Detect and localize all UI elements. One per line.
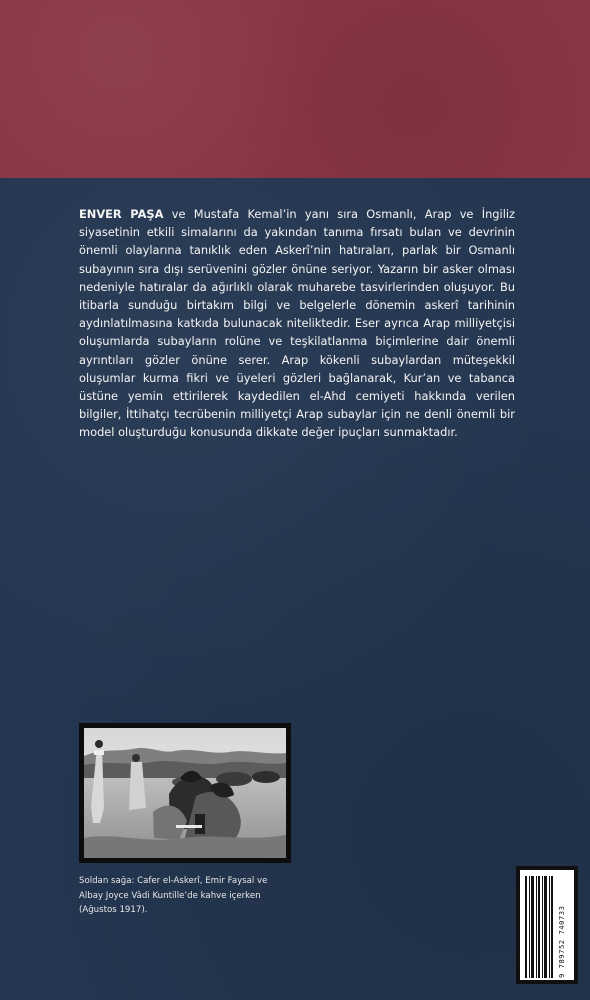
blurb-body: ve Mustafa Kemal’in yanı sıra Osmanlı, Arap ve İngiliz siyasetinin etkili simalarını da yakından tanıma fırsatı bulan ve devrinin önemli olaylarına tanıklık eden Askerî’nin hatıraları, parlak bir Osmanlı subayının sıra dışı serüvenini gözler önüne seriyor. Yazarın bir asker olması nedeniyle hatıralar da ağırlıklı olarak muharebe tasvirlerinden oluşuyor. Bu itibarla sunduğu birtakım bilgi ve belgelerle dönemin askerî tarihinin aydınlatılmasına katkıda bulunacak niteliktedir. Eser ayrıca Arap milliyetçisi oluşumlarda subayların rolüne ve teşkilatlanma biçimlerine dair önemli ayrıntıları gözler önüne serer. Arap kökenli subaylardan müteşekkil oluşumlar kurma fikri ve üyeleri gözleri bağlanarak, Kur’an ve tabanca üstüne yemin ettirilerek kaydedilen el-Ahd cemiyeti hakkında verilen bilgiler, İttihatçı tecrübenin milliyetçi Arap subaylar için ne denli önemli bir model oluşturduğu konusunda dikkate değer ipuçları sunmaktadır. [79,207,515,440]
blurb-lead-name: ENVER PAŞA [79,207,164,221]
barcode [516,866,578,984]
caption-line: (Ağustos 1917). [79,905,148,915]
barcode-bars [524,876,554,978]
caption-line: Albay Joyce Vâdi Kuntille’de kahve içerken [79,890,261,901]
back-cover-blurb [79,205,515,442]
historical-photo [84,728,286,858]
caption-line: Soldan sağa: Cafer el-Askerî, Emir Faysal ve [79,876,268,886]
isbn-number: 9 789752 740733 [557,905,566,978]
desert-scene-image [84,728,286,858]
photo-caption [79,874,294,918]
top-color-band [0,0,590,178]
